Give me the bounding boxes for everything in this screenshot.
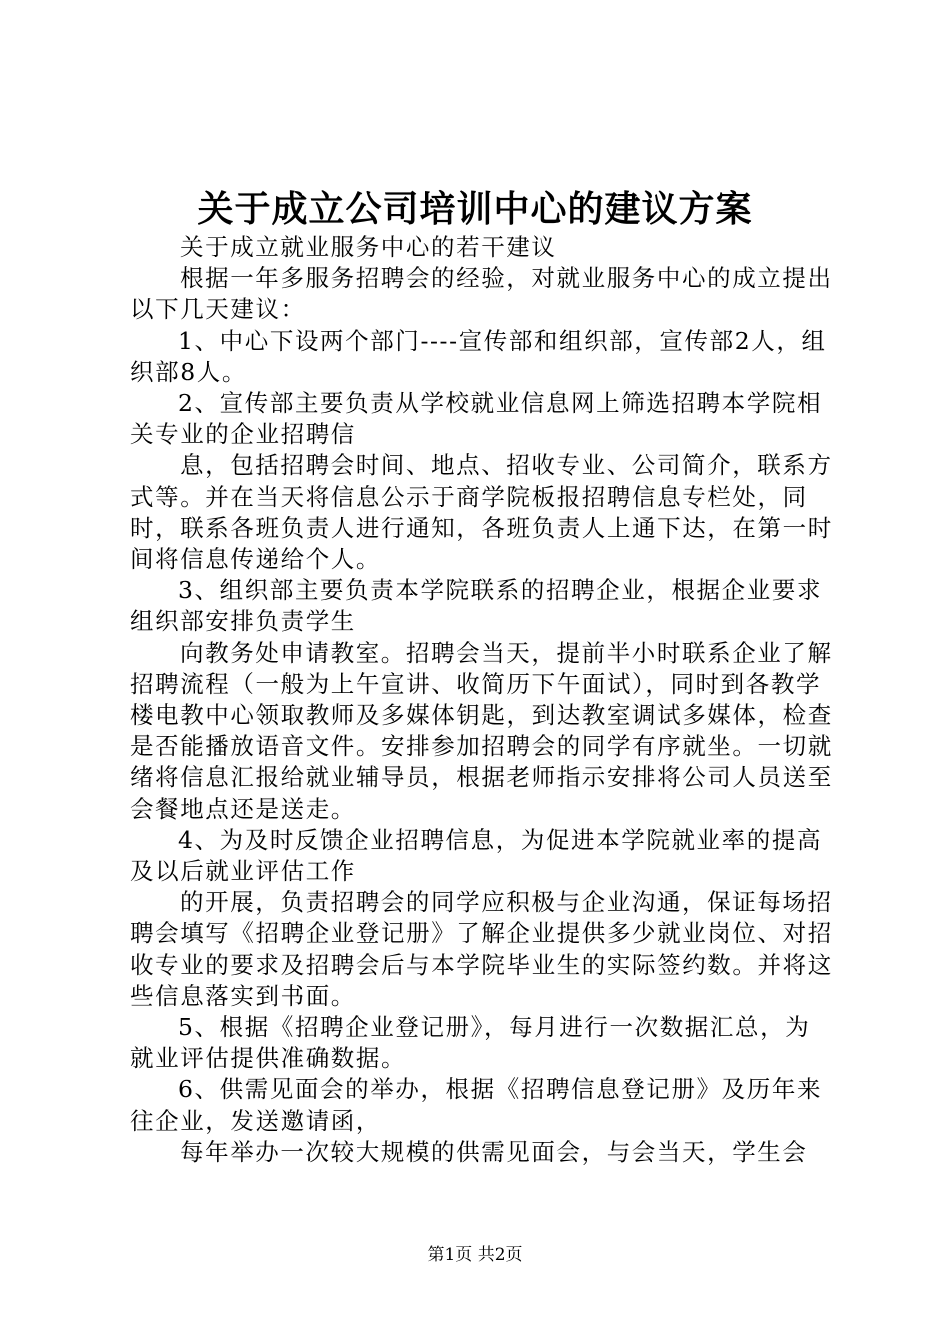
paragraph: 5、根据《招聘企业登记册》，每月进行一次数据汇总，为就业评估提供准确数据。 bbox=[130, 1013, 811, 1073]
paragraph: 3、组织部主要负责本学院联系的招聘企业，根据企业要求组织部安排负责学生 bbox=[130, 576, 823, 636]
paragraph: 4、为及时反馈企业招聘信息，为促进本学院就业率的提高及以后就业评估工作 bbox=[130, 825, 823, 886]
paragraph: 关于成立就业服务中心的若干建议 bbox=[180, 233, 557, 261]
document-title: 关于成立公司培训中心的建议方案 bbox=[197, 188, 753, 230]
paragraph: 每年举办一次较大规模的供需见面会，与会当天，学生会 bbox=[180, 1137, 808, 1166]
paragraph: 1、中心下设两个部门----宣传部和组织部，宣传部2人，组织部8人。 bbox=[130, 326, 827, 386]
paragraph: 向教务处申请教室。招聘会当天，提前半小时联系企业了解招聘流程（一般为上午宣讲、收简历下午面试），同时到各教学楼电教中心领取教师及多媒体钥匙，到达教室调试多媒体，检查是否能播放语音文件。安排参加招聘会的同学有序就坐。一切就绪将信息汇报给就业辅导员，根据老师指示安排将公司人员送至会餐地点还是送走。 bbox=[130, 638, 833, 823]
document-body bbox=[130, 232, 835, 1168]
paragraph: 2、宣传部主要负责从学校就业信息网上筛选招聘本学院相关专业的企业招聘信 bbox=[130, 389, 823, 449]
paragraph: 6、供需见面会的举办，根据《招聘信息登记册》及历年来往企业，发送邀请函， bbox=[130, 1075, 823, 1135]
paragraph: 的开展，负责招聘会的同学应积极与企业沟通，保证每场招聘会填写《招聘企业登记册》了解企业提供多少就业岗位、对招收专业的要求及招聘会后与本学院毕业生的实际签约数。并将这些信息落实到书面。 bbox=[130, 888, 833, 1010]
page-number-footer: 第1页 共2页 bbox=[427, 1245, 523, 1265]
paragraph: 息，包括招聘会时间、地点、招收专业、公司简介，联系方式等。并在当天将信息公示于商学院板报招聘信息专栏处，同时，联系各班负责人进行通知，各班负责人上通下达，在第一时间将信息传递给个人。 bbox=[130, 451, 833, 574]
paragraph: 根据一年多服务招聘会的经验，对就业服务中心的成立提出以下几天建议： bbox=[130, 264, 833, 324]
